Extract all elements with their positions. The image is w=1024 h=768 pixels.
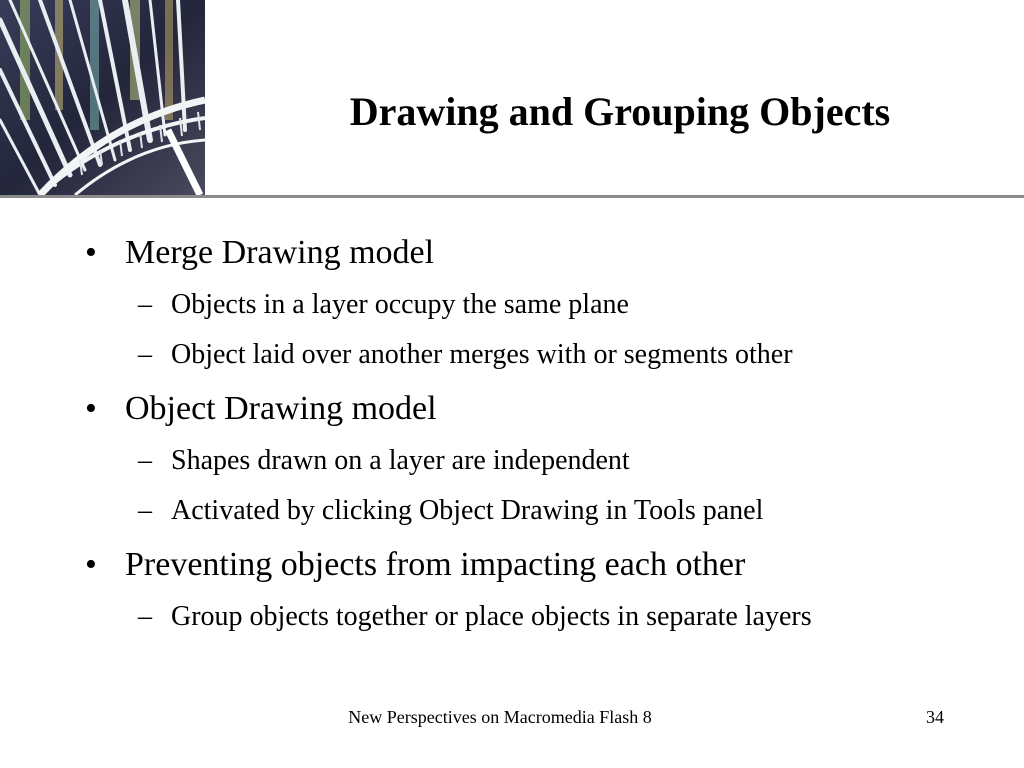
- slide-title: Drawing and Grouping Objects: [349, 89, 891, 134]
- sub-bullet-text: Object laid over another merges with or segments other: [171, 339, 793, 370]
- sub-bullet-item: [138, 338, 793, 372]
- sub-bullet-item: [138, 600, 812, 634]
- bullet-marker: •: [85, 390, 97, 427]
- bullet-item: [85, 389, 437, 429]
- sub-bullet-marker: –: [138, 289, 152, 320]
- bullet-item: [85, 233, 434, 273]
- bullet-text: Preventing objects from impacting each other: [125, 546, 746, 583]
- bullet-marker: •: [85, 234, 97, 271]
- page-number: 34: [926, 707, 944, 727]
- sub-bullet-marker: –: [138, 495, 152, 526]
- sub-bullet-text: Objects in a layer occupy the same plane: [171, 289, 629, 320]
- sub-bullet-marker: –: [138, 601, 152, 632]
- sub-bullet-marker: –: [138, 339, 152, 370]
- bullet-marker: •: [85, 546, 97, 583]
- sub-bullet-item: [138, 494, 763, 528]
- bullet-text: Object Drawing model: [125, 390, 437, 427]
- bullet-item: [85, 545, 745, 585]
- sub-bullet-text: Shapes drawn on a layer are independent: [171, 445, 630, 476]
- sub-bullet-text: Activated by clicking Object Drawing in Tools panel: [171, 495, 764, 526]
- sub-bullet-item: [138, 444, 630, 478]
- sub-bullet-item: [138, 288, 629, 322]
- sub-bullet-marker: –: [138, 445, 152, 476]
- bullet-text: Merge Drawing model: [125, 234, 435, 271]
- sub-bullet-text: Group objects together or place objects in separate layers: [171, 601, 812, 632]
- footer-text: New Perspectives on Macromedia Flash 8: [348, 707, 652, 727]
